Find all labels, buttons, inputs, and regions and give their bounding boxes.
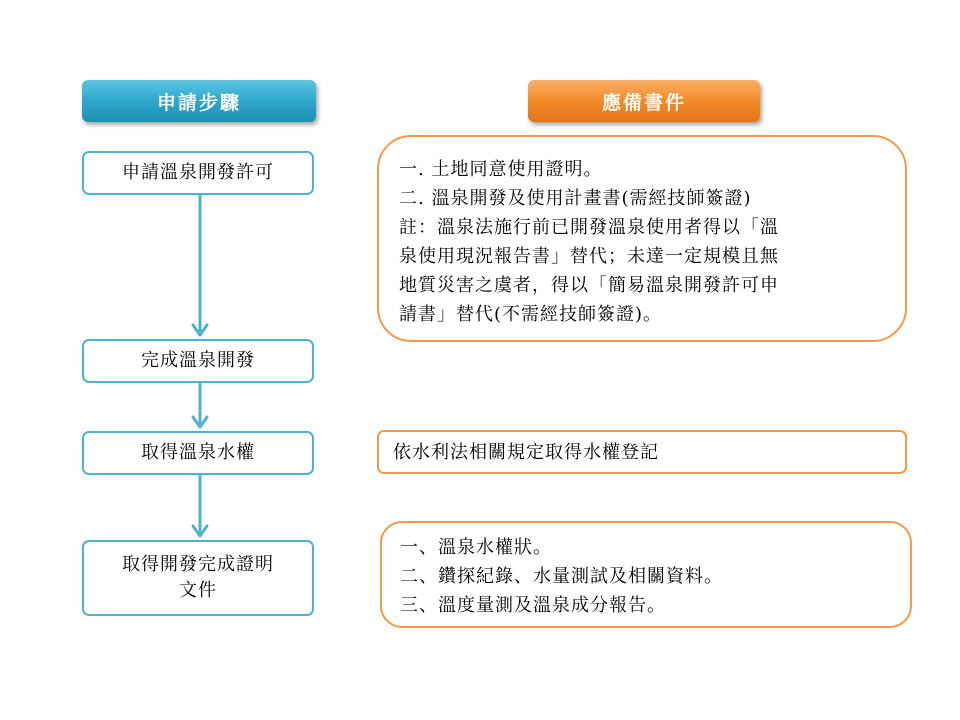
water-rights-doc-line: 依水利法相關規定取得水權登記	[393, 442, 659, 463]
step-completion-label-line2: 文件	[179, 580, 217, 601]
documents-header: 應備書件	[528, 80, 760, 122]
permit-doc-line: 請書」替代(不需經技師簽證)。	[399, 304, 663, 325]
step-obtain-water-rights	[82, 431, 314, 475]
permit-documents-box	[377, 135, 907, 342]
step-obtain-completion-certificate	[82, 540, 314, 616]
step-complete-development	[82, 339, 314, 383]
step-obtain-water-rights-label: 取得溫泉水權	[141, 442, 255, 463]
completion-doc-line: 二、鑽探紀錄、水量測試及相關資料。	[400, 566, 723, 587]
permit-doc-line: 一. 土地同意使用證明。	[399, 159, 603, 180]
water-rights-documents-box	[377, 430, 907, 474]
step-completion-label-line1: 取得開發完成證明	[122, 554, 274, 575]
step-complete-development-label: 完成溫泉開發	[141, 350, 255, 371]
steps-header: 申請步驟	[82, 80, 316, 122]
step-apply-permit-label: 申請溫泉開發許可	[122, 162, 274, 183]
permit-doc-line: 二. 溫泉開發及使用計畫書(需經技師簽證)	[399, 188, 752, 209]
permit-doc-line: 註：溫泉法施行前已開發溫泉使用者得以「溫	[399, 217, 779, 238]
permit-doc-line: 地質災害之虞者，得以「簡易溫泉開發許可申	[399, 275, 779, 296]
completion-doc-line: 一、溫泉水權狀。	[400, 537, 552, 558]
step-apply-permit	[82, 151, 314, 195]
permit-doc-line: 泉使用現況報告書」替代；未達一定規模且無	[399, 246, 779, 267]
completion-doc-line: 三、溫度量測及溫泉成分報告。	[400, 595, 666, 616]
completion-documents-box	[380, 521, 912, 628]
